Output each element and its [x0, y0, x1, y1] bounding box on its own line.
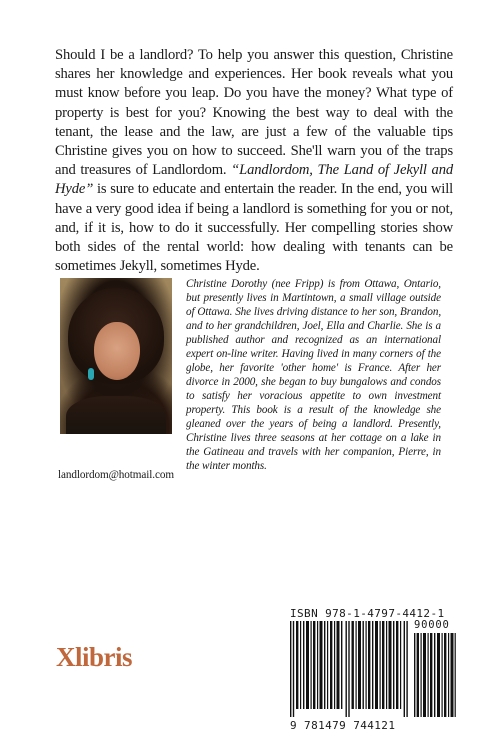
- barcode-number: 9 781479 744121: [290, 719, 396, 732]
- isbn-barcode-block: [290, 607, 456, 733]
- blurb-text-after: is sure to educate and entertain the reader. In the end, you will have a very good idea if being a landlord is something for you or not, and, if it is, how to do it successfully. Her compelling stories show both sides of the rental world: how dealing with tenants can be sometimes Jekyll, sometimes Hyde.: [55, 181, 454, 275]
- price-code: 90000: [414, 619, 450, 631]
- author-email: landlordom@hotmail.com: [58, 469, 174, 481]
- author-bio: Christine Dorothy (nee Fripp) is from Ottawa, Ontario, but presently lives in Martintown, a small village outside of Ottawa. She lives driving distance to her son, Brandon, and to her grandchildren, Joel, Ella and Charlie. She is a published author and recognized as an international expert on-line writer. Having lived in many corners of the globe, her favorite 'other home' is France. After her divorce in 2000, she began to buy bungalows and condos to satisfy her voracious appetite to own investment property. This book is a result of the knowledge she gleaned over the years of being a landlord. Presently, Christine lives three seasons at her cottage on a lake in the Gatineau and travels with her companion, Pierre, in the winter months.: [186, 278, 441, 472]
- author-photo: [60, 278, 172, 434]
- barcode-icon: [290, 621, 408, 717]
- price-barcode-icon: [414, 633, 456, 717]
- blurb-book-title: “Landlordom, The Land of Jekyll and Hyde”: [55, 162, 454, 198]
- back-cover-blurb: [55, 46, 453, 276]
- blurb-text-before: Should I be a landlord? To help you answer this question, Christine shares her knowledge and experiences. Her book reveals what you must know before you leap. Do you have the money? What type of property is best for you? Knowing the best way to deal with the tenant, the lease and the law, are just a few of the valuable tips Christine gives you on how to succeed. She'll warn you of the traps and treasures of Landlordom.: [55, 47, 453, 179]
- isbn-label: ISBN 978-1-4797-4412-1: [290, 607, 445, 620]
- publisher-logo: Xlibris: [56, 642, 133, 672]
